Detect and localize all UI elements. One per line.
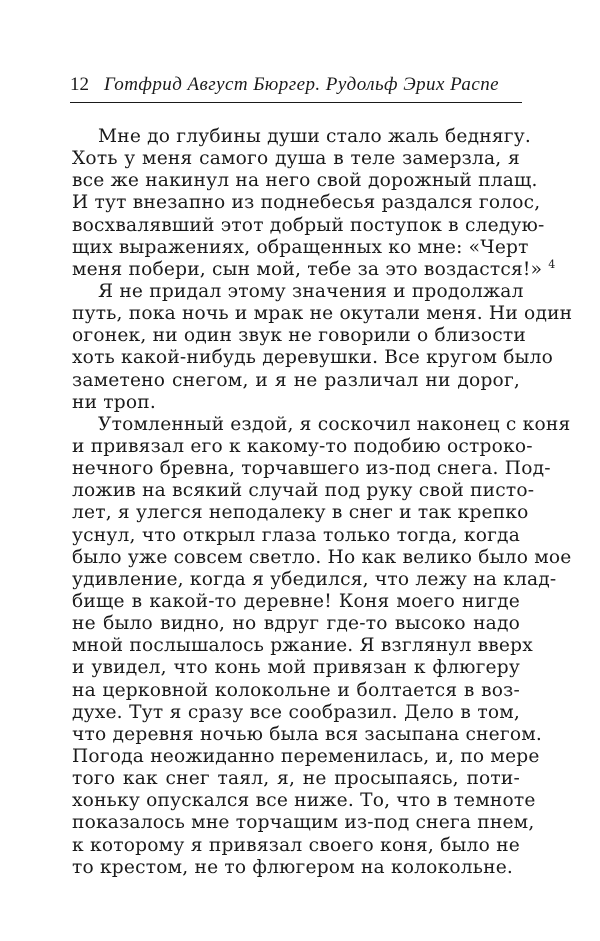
text-line: Хоть у меня самого душа в теле замерзла, я [72, 148, 520, 170]
text-line: все же накинул на него свой дорожный плащ. [72, 170, 538, 192]
text-line: мной послышалось ржание. Я взглянул вверх [72, 635, 533, 657]
text-line: не было видно, но вдруг где-то высоко надо [72, 613, 520, 635]
text-line: меня побери, сын мой, тебе за это воздастся!» [72, 258, 543, 280]
text-line: того как снег таял, я, не просыпаясь, поти- [72, 768, 520, 790]
text-line: ни троп. [72, 391, 156, 413]
text-line: путь, пока ночь и мрак не окутали меня. Ни один [72, 303, 573, 325]
text-line: духе. Тут я сразу все сообразил. Дело в том, [72, 701, 520, 723]
text-line: к которому я привязал своего коня, было не [72, 834, 520, 856]
page-number: 12 [70, 74, 89, 95]
text-line: восхвалявший этот добрый поступок в следую- [72, 214, 545, 236]
text-line: удивление, когда я убедился, что лежу на клад- [72, 568, 557, 590]
text-line: щих выражениях, обращенных ко мне: «Черт [72, 236, 529, 258]
text-line: хоть какой-нибудь деревушки. Все кругом было [72, 347, 554, 369]
paragraph-1 [72, 126, 556, 281]
text-line: Погода неожиданно переменилась, и, по мере [72, 745, 540, 767]
text-line: было уже совсем светло. Но как велико было мое [72, 546, 572, 568]
text-line: Мне до глубины души стало жаль беднягу. [98, 126, 531, 147]
running-header [70, 72, 522, 102]
text-line: огонек, ни один звук не говорили о близости [72, 325, 526, 347]
text-line: И тут внезапно из поднебесья раздался голос, [72, 192, 541, 214]
text-line-with-footnote [72, 257, 556, 281]
text-line: и привязал его к какому-то подобию острокo- [72, 435, 533, 457]
paragraph-2 [72, 280, 573, 414]
running-title: Готфрид Август Бюргер. Рудольф Эрих Распе [104, 74, 500, 95]
text-line: хоньку опускался все ниже. То, что в темноте [72, 790, 536, 812]
text-line: ложив на всякий случай под руку свой писто- [72, 480, 535, 502]
header-rule [70, 102, 522, 103]
text-line: лет, я улегся неподалеку в снег и так крепко [72, 502, 529, 524]
text-line: бище в какой-то деревне! Коня моего нигде [72, 590, 520, 612]
text-line: заметено снегом, и я не различал ни дорог, [72, 369, 520, 391]
footnote-marker[interactable]: 4 [548, 257, 556, 271]
text-line: то крестом, не то флюгером на колокольне. [72, 856, 514, 878]
text-line: на церковной колокольне и болтается в воз- [72, 679, 520, 701]
paragraph-3 [72, 413, 572, 879]
text-line: Я не придал этому значения и продолжал [98, 280, 524, 302]
text-line: нечного бревна, торчавшего из-под снега. Под- [72, 458, 551, 480]
text-line: и увидел, что конь мой привязан к флюгеру [72, 657, 520, 679]
text-line: что деревня ночью была вся засыпана снегом. [72, 723, 542, 745]
text-line: уснул, что открыл глаза только тогда, когда [72, 524, 520, 546]
text-line: показалось мне торчащим из-под снега пнем, [72, 812, 535, 834]
body-text [72, 126, 573, 879]
text-line: Утомленный ездой, я соскочил наконец с коня [98, 413, 571, 435]
